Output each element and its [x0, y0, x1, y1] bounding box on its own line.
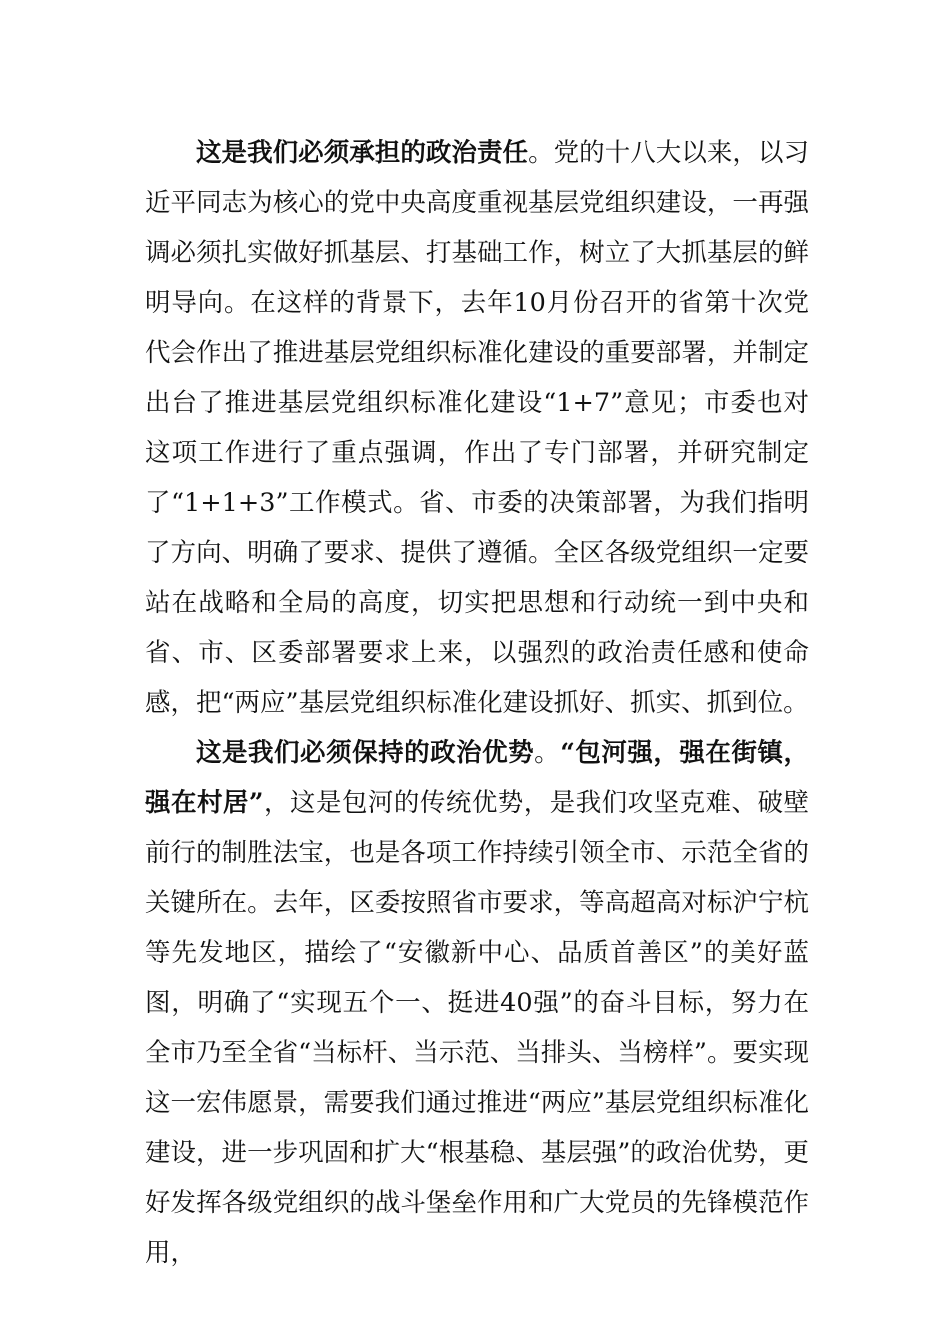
paragraph-political-advantage — [145, 728, 809, 1278]
paragraph-political-responsibility — [145, 128, 809, 728]
paragraph-lead-heading: 这是我们必须保持的政治优势 — [196, 738, 535, 768]
paragraph-lead-heading: 这是我们必须承担的政治责任 — [196, 138, 529, 168]
paragraph-text: ，这是包河的传统优势，是我们攻坚克难、破壁前行的制胜法宝，也是各项工作持续引领全市、示范全省的关键所在。去年，区委按照省市要求，等高超高对标沪宁杭等先发地区，描绘了“安徽新中心、品质首善区”的美好蓝图，明确了“实现五个一、挺进40强”的奋斗目标，努力在全市乃至全省“当标杆、当示范、当排头、当榜样”。要实现这一宏伟愿景，需要我们通过推进“两应”基层党组织标准化建设，进一步巩固和扩大“根基稳、基层强”的政治优势，更好发挥各级党组织的战斗堡垒作用和广大党员的先锋模范作用， — [145, 788, 809, 1268]
quoted-slogan: “包河强，强在街镇，强在村居” — [145, 738, 809, 818]
paragraph-text: 。党的十八大以来，以习近平同志为核心的党中央高度重视基层党组织建设，一再强调必须扎实做好抓基层、打基础工作，树立了大抓基层的鲜明导向。在这样的背景下，去年10月份召开的省第十次党代会作出了推进基层党组织标准化建设的重要部署，并制定出台了推进基层党组织标准化建设“1+7”意见；市委也对这项工作进行了重点强调，作出了专门部署，并研究制定了“1+1+3”工作模式。省、市委的决策部署，为我们指明了方向、明确了要求、提供了遵循。全区各级党组织一定要站在战略和全局的高度，切实把思想和行动统一到中央和省、市、区委部署要求上来，以强烈的政治责任感和使命感，把“两应”基层党组织标准化建设抓好、抓实、抓到位。 — [145, 138, 809, 718]
paragraph-text: 。 — [534, 738, 561, 768]
document-body — [145, 128, 809, 1278]
